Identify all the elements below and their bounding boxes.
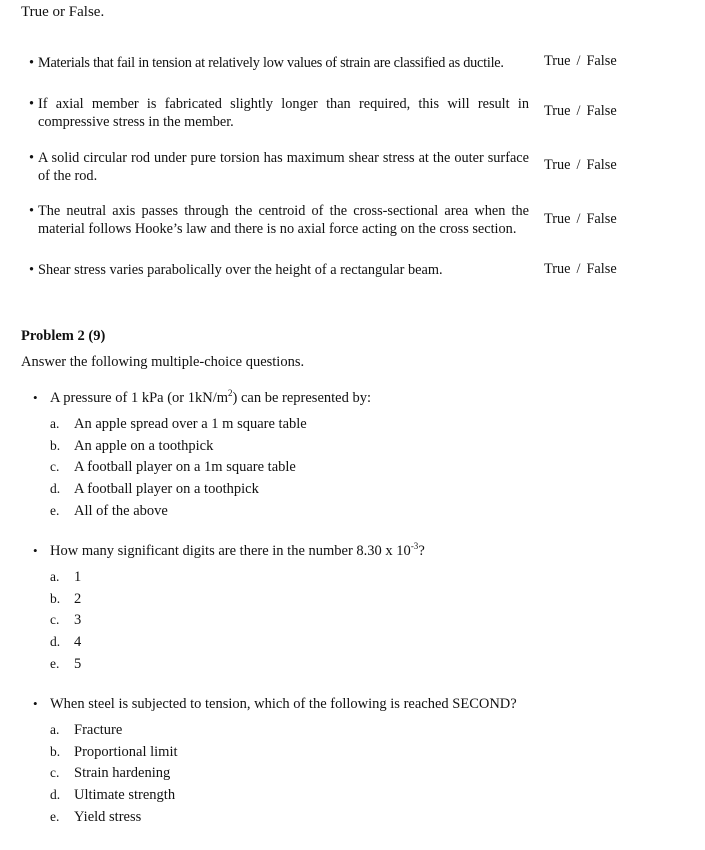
bullet: • (29, 150, 35, 166)
mc-option[interactable] (50, 416, 307, 433)
mc-option[interactable] (50, 612, 81, 629)
option-letter: c. (50, 765, 60, 780)
tf-statement-text: The neutral axis passes through the centroid of the cross-sectional area when the material follows Hooke’s law and there is no axial force acting on the cross section. (38, 203, 529, 237)
option-text: Proportional limit (74, 744, 178, 760)
mc-question-1 (33, 390, 371, 407)
option-text: 4 (74, 634, 82, 650)
tf-choice-2[interactable] (544, 103, 617, 120)
question-text: A pressure of 1 kPa (or 1kN/m (50, 390, 229, 406)
option-letter: a. (50, 722, 60, 737)
option-letter: c. (50, 612, 60, 627)
choice-separator: / (576, 53, 581, 69)
choice-separator: / (576, 261, 581, 277)
mc-question-2 (33, 543, 425, 560)
option-letter: b. (50, 438, 61, 453)
superscript: 2 (228, 388, 233, 399)
option-letter: d. (50, 481, 61, 496)
false-option[interactable]: False (586, 53, 617, 69)
mc-option[interactable] (50, 656, 81, 673)
mc-option[interactable] (50, 503, 168, 520)
true-option[interactable]: True (544, 157, 571, 173)
true-option[interactable]: True (544, 103, 571, 119)
tf-statement-text: Shear stress varies parabolically over the height of a rectangular beam. (38, 262, 443, 278)
option-letter: a. (50, 416, 60, 431)
option-text: Strain hardening (74, 765, 171, 781)
tf-statement-5 (29, 261, 529, 279)
question-text: When steel is subjected to tension, which of the following is reached SECOND? (50, 696, 517, 712)
tf-statement-text: Materials that fail in tension at relatively low values of strain are classified as ductile. (38, 55, 504, 71)
true-option[interactable]: True (544, 211, 571, 227)
choice-separator: / (576, 211, 581, 227)
tf-choice-1[interactable] (544, 53, 617, 70)
tf-choice-3[interactable] (544, 157, 617, 174)
superscript: -3 (410, 541, 419, 552)
option-text: A football player on a 1m square table (74, 459, 296, 475)
option-letter: b. (50, 744, 61, 759)
bullet: • (33, 543, 38, 558)
bullet: • (33, 696, 38, 711)
option-text: A football player on a toothpick (74, 481, 259, 497)
option-letter: d. (50, 787, 61, 802)
bullet: • (33, 390, 38, 405)
tf-statement-4 (29, 202, 529, 238)
choice-separator: / (576, 157, 581, 173)
option-text: An apple spread over a 1 m square table (74, 416, 307, 432)
tf-choice-5[interactable] (544, 261, 617, 278)
option-letter: c. (50, 459, 60, 474)
option-text: 3 (74, 612, 82, 628)
mc-option[interactable] (50, 481, 259, 498)
question-text: How many significant digits are there in the number 8.30 x 10 (50, 543, 411, 559)
false-option[interactable]: False (586, 211, 617, 227)
false-option[interactable]: False (586, 103, 617, 119)
problem-title: Problem 2 (9) (21, 328, 106, 344)
mc-option[interactable] (50, 809, 141, 826)
false-option[interactable]: False (586, 261, 617, 277)
option-letter: e. (50, 809, 60, 824)
tf-instructions: True or False. (21, 4, 105, 20)
option-letter: e. (50, 503, 60, 518)
option-text: An apple on a toothpick (74, 438, 214, 454)
mc-option[interactable] (50, 787, 175, 804)
mc-option[interactable] (50, 459, 296, 476)
option-text: Fracture (74, 722, 123, 738)
option-letter: a. (50, 569, 60, 584)
question-text-end: ? (418, 543, 425, 559)
mc-option[interactable] (50, 722, 122, 739)
true-option[interactable]: True (544, 53, 571, 69)
tf-statement-1 (29, 54, 529, 72)
mc-option[interactable] (50, 569, 81, 586)
bullet: • (29, 203, 35, 219)
mc-option[interactable] (50, 744, 178, 761)
mc-option[interactable] (50, 634, 81, 651)
question-text-end: ) can be represented by: (232, 390, 372, 406)
option-letter: b. (50, 591, 61, 606)
bullet: • (29, 96, 35, 112)
false-option[interactable]: False (586, 157, 617, 173)
mc-question-3 (33, 696, 517, 713)
mc-option[interactable] (50, 438, 213, 455)
problem-instructions: Answer the following multiple-choice questions. (21, 354, 305, 370)
option-text: 1 (74, 569, 82, 585)
tf-statement-text: If axial member is fabricated slightly longer than required, this will result in compressive stress in the member. (38, 96, 529, 130)
tf-statement-3 (29, 149, 529, 185)
option-text: Ultimate strength (74, 787, 176, 803)
tf-statement-text: A solid circular rod under pure torsion has maximum shear stress at the outer surface of the rod. (38, 150, 529, 184)
option-text: 2 (74, 591, 82, 607)
option-letter: d. (50, 634, 61, 649)
option-letter: e. (50, 656, 60, 671)
tf-choice-4[interactable] (544, 211, 617, 228)
option-text: Yield stress (74, 809, 142, 825)
mc-option[interactable] (50, 765, 170, 782)
tf-statement-2 (29, 95, 529, 131)
choice-separator: / (576, 103, 581, 119)
option-text: 5 (74, 656, 82, 672)
bullet: • (29, 262, 35, 278)
true-option[interactable]: True (544, 261, 571, 277)
mc-option[interactable] (50, 591, 81, 608)
option-text: All of the above (74, 503, 168, 519)
bullet: • (29, 55, 35, 71)
